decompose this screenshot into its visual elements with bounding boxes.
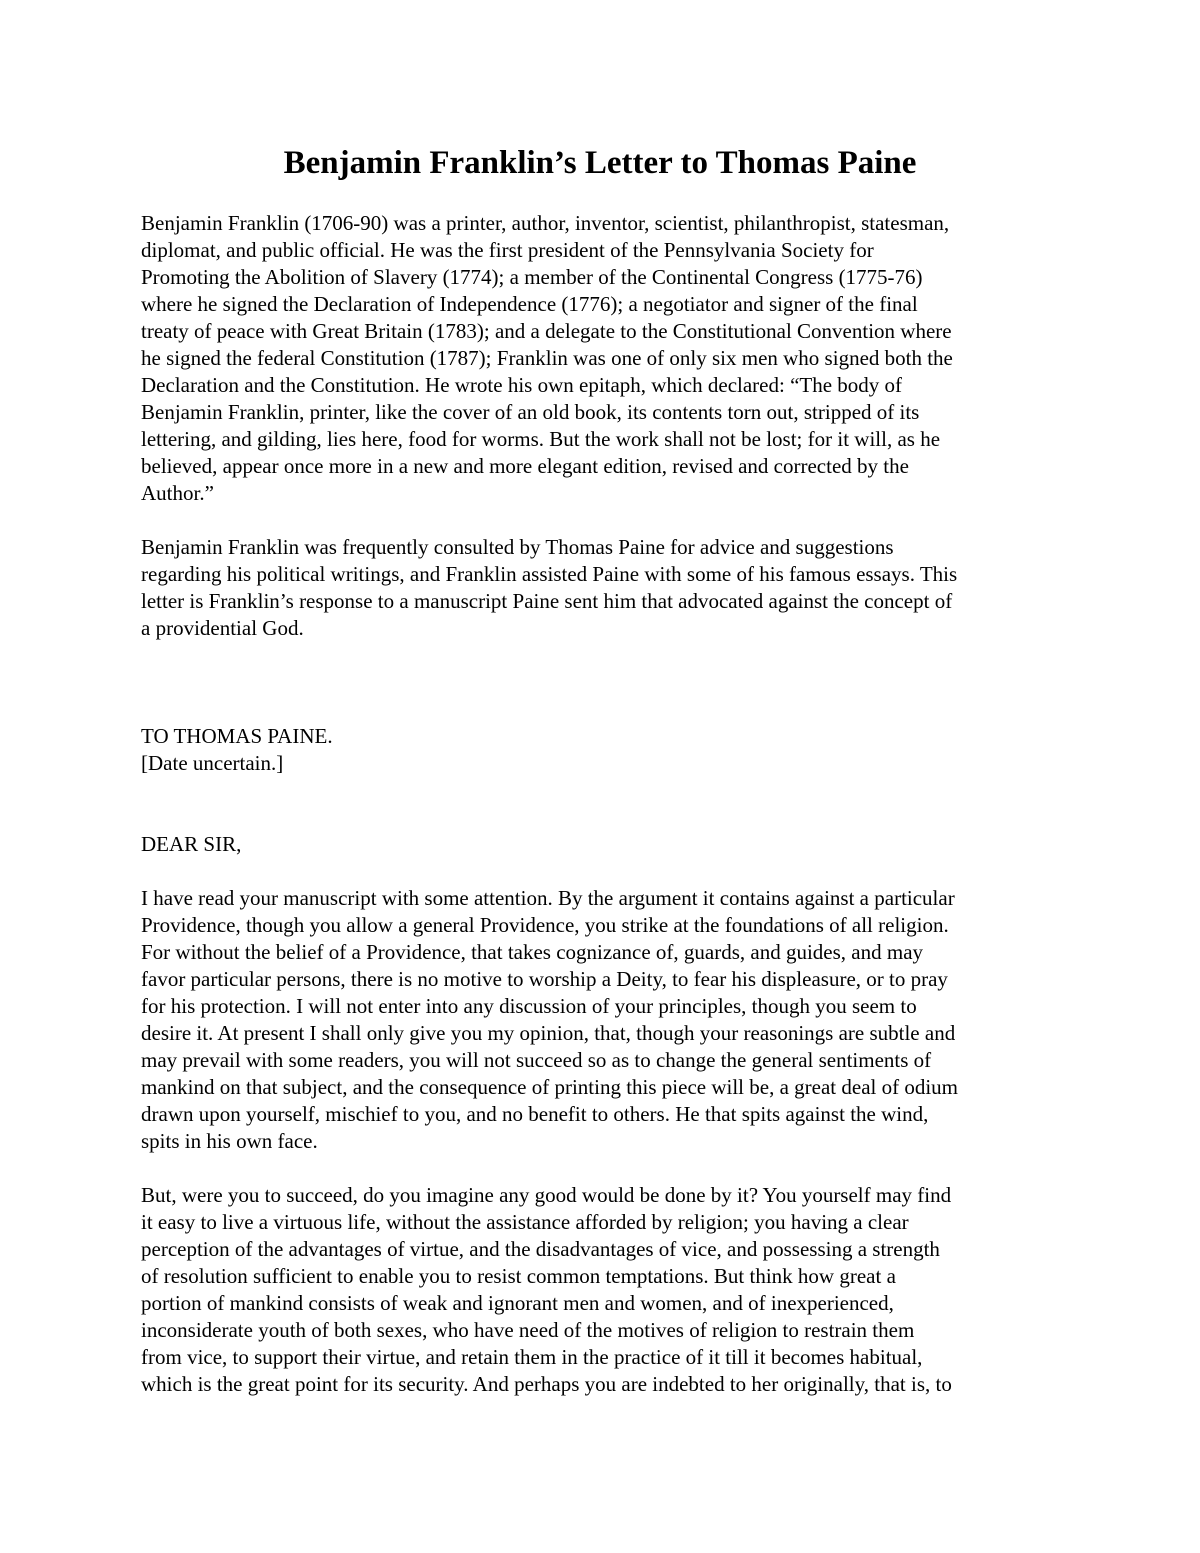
text-line: inconsiderate youth of both sexes, who have need of the motives of religion to restrain them [141,1318,915,1342]
letter-paragraph-1 [141,885,1071,1155]
document-title: Benjamin Franklin’s Letter to Thomas Paine [283,145,917,181]
text-line: mankind on that subject, and the consequence of printing this piece will be, a great deal of odium [141,1075,959,1099]
letter-date: [Date uncertain.] [141,751,284,775]
text-line: which is the great point for its security. And perhaps you are indebted to her originally, that is, to [141,1372,952,1396]
text-line: Author.” [141,481,214,505]
text-line: drawn upon yourself, mischief to you, and no benefit to others. He that spits against the wind, [141,1102,929,1126]
text-line: perception of the advantages of virtue, and the disadvantages of vice, and possessing a strength [141,1237,940,1261]
text-line: favor particular persons, there is no motive to worship a Deity, to fear his displeasure, or to pray [141,967,948,991]
text-line: may prevail with some readers, you will not succeed so as to change the general sentiments of [141,1048,932,1072]
context-paragraph [141,534,1071,642]
text-line: diplomat, and public official. He was the first president of the Pennsylvania Society for [141,238,874,262]
text-line: portion of mankind consists of weak and ignorant men and women, and of inexperienced, [141,1291,894,1315]
text-line: treaty of peace with Great Britain (1783); and a delegate to the Constitutional Convention where [141,319,952,343]
text-line: he signed the federal Constitution (1787); Franklin was one of only six men who signed both the [141,346,953,370]
text-line: Declaration and the Constitution. He wrote his own epitaph, which declared: “The body of [141,373,903,397]
text-line: spits in his own face. [141,1129,318,1153]
letter-salutation: DEAR SIR, [141,832,242,856]
intro-paragraph [141,210,1071,507]
text-line: where he signed the Declaration of Independence (1776); a negotiator and signer of the final [141,292,918,316]
letter-paragraph-2 [141,1182,1071,1398]
letter-heading [141,723,1071,777]
text-line: Benjamin Franklin was frequently consulted by Thomas Paine for advice and suggestions [141,535,894,559]
text-line: Promoting the Abolition of Slavery (1774); a member of the Continental Congress (1775-76) [141,265,923,289]
text-line: a providential God. [141,616,304,640]
text-line: Benjamin Franklin, printer, like the cover of an old book, its contents torn out, stripped of its [141,400,920,424]
text-line: regarding his political writings, and Franklin assisted Paine with some of his famous essays. This [141,562,958,586]
text-line: I have read your manuscript with some attention. By the argument it contains against a particular [141,886,955,910]
letter-salutation-block [141,831,1071,858]
text-line: Providence, though you allow a general Providence, you strike at the foundations of all religion. [141,913,949,937]
text-line: desire it. At present I shall only give you my opinion, that, though your reasonings are subtle and [141,1021,956,1045]
text-line: letter is Franklin’s response to a manuscript Paine sent him that advocated against the concept of [141,589,953,613]
text-line: of resolution sufficient to enable you to resist common temptations. But think how great a [141,1264,896,1288]
text-line: But, were you to succeed, do you imagine any good would be done by it? You yourself may find [141,1183,952,1207]
letter-addressee: TO THOMAS PAINE. [141,724,333,748]
text-line: for his protection. I will not enter into any discussion of your principles, though you seem to [141,994,917,1018]
text-line: lettering, and gilding, lies here, food for worms. But the work shall not be lost; for it will, as he [141,427,941,451]
text-line: For without the belief of a Providence, that takes cognizance of, guards, and guides, and may [141,940,924,964]
text-line: Benjamin Franklin (1706-90) was a printer, author, inventor, scientist, philanthropist, statesman, [141,211,950,235]
text-line: it easy to live a virtuous life, without the assistance afforded by religion; you having a clear [141,1210,909,1234]
text-line: believed, appear once more in a new and more elegant edition, revised and corrected by the [141,454,909,478]
text-line: from vice, to support their virtue, and retain them in the practice of it till it becomes habitual, [141,1345,923,1369]
